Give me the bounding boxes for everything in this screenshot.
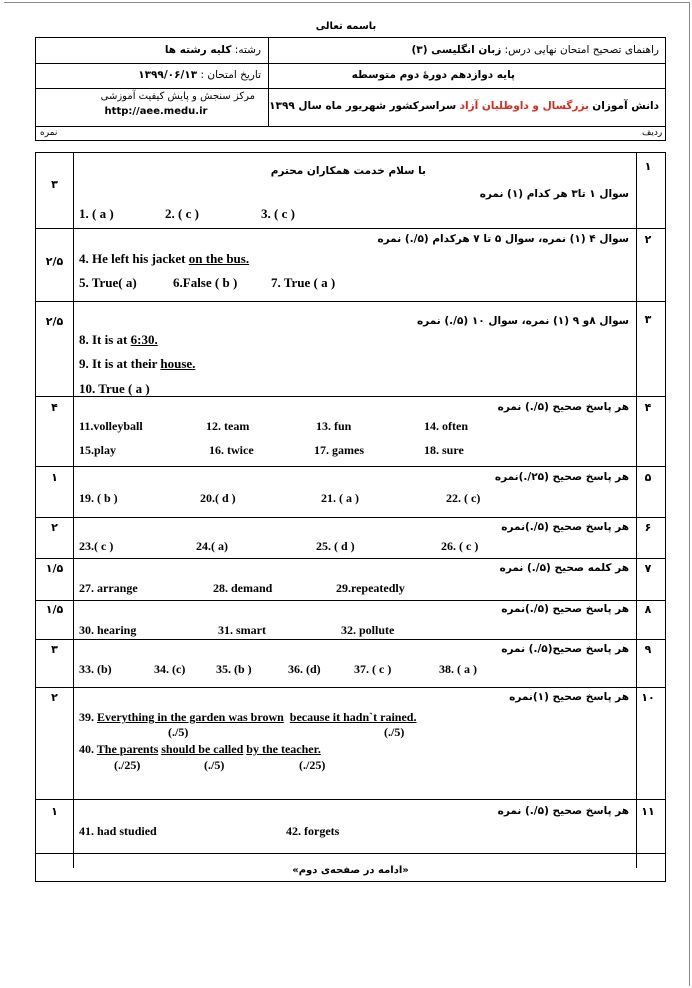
row-column-label: ردیف: [642, 128, 663, 138]
answer-40-score-b: (./5): [204, 758, 225, 772]
answer-7: 7. True ( a ): [271, 275, 336, 290]
row-score: ۳: [51, 643, 58, 656]
question-instruction: هر پاسخ صحیح (۱)نمره: [509, 691, 629, 703]
course-name: زبان انگلیسی (۳): [411, 44, 502, 56]
website-url: http://aee.medu.ir: [104, 106, 208, 117]
page-border-right: [689, 2, 690, 986]
row-number: ۷: [644, 562, 652, 575]
answer-39-score-a: (./5): [168, 725, 189, 739]
answer-2: 2. ( c ): [165, 206, 199, 221]
row-score: ۲/۵: [45, 315, 64, 328]
page-heading: باسمه تعالی: [315, 21, 377, 32]
row-score: ۱: [51, 471, 58, 484]
row-score: ۲: [51, 521, 58, 534]
question-instruction: هر پاسخ صحیح (۵/.)نمره: [501, 521, 629, 533]
row-score: ۱/۵: [45, 562, 64, 575]
answer-key-table: [35, 152, 666, 882]
answer-14: 14. often: [424, 419, 468, 433]
question-instruction: سوال ۸و ۹ (۱) نمره، سوال ۱۰ (۵/.) نمره: [416, 315, 629, 327]
answer-34: 34. (c): [154, 662, 186, 676]
course-line: راهنمای تصحیح امتحان نهایی درس: زبان انگلیسی (۳): [411, 44, 659, 56]
answer-16: 16. twice: [209, 443, 254, 457]
students-highlight: بزرگسال و داوطلبان آزاد: [459, 100, 589, 112]
answer-26: 26. ( c ): [441, 539, 479, 553]
row-score: ۱/۵: [45, 603, 64, 616]
row-number: ۱۱: [641, 805, 655, 818]
page-border-top: [4, 2, 690, 3]
row-score: ۳: [51, 178, 58, 191]
answer-3: 3. ( c ): [261, 206, 295, 221]
answer-10: 10. True ( a ): [79, 381, 150, 396]
answer-42: 42. forgets: [286, 824, 340, 838]
exam-date-value: ۱۳۹۹/۰۶/۱۳: [138, 69, 198, 81]
exam-date: تاریخ امتحان : ۱۳۹۹/۰۶/۱۳: [138, 69, 261, 81]
question-instruction: هر پاسخ صحیح (۵/.) نمره: [497, 805, 629, 817]
answer-41: 41. had studied: [79, 824, 157, 838]
answer-1: 1. ( a ): [79, 206, 114, 221]
question-instruction: هر کلمه صحیح (۵/.) نمره: [499, 562, 629, 574]
score-column-label: نمره: [40, 128, 58, 138]
answer-39-score-b: (./5): [384, 725, 405, 739]
answer-37: 37. ( c ): [354, 662, 392, 676]
question-instruction: هر پاسخ صحیح (۵/.)نمره: [501, 603, 629, 615]
answer-30: 30. hearing: [79, 623, 137, 637]
answer-39: 39. Everything in the garden was brown because it hadn`t rained.: [79, 710, 417, 724]
assessment-center: مرکز سنجش و پایش کیفیت آموزشی: [100, 91, 255, 102]
answer-35: 35. (b ): [216, 662, 252, 676]
question-instruction: هر پاسخ صحیح (۲۵/.)نمره: [494, 471, 629, 483]
answer-28: 28. demand: [213, 581, 273, 595]
field-value: کلیه رشته ها: [164, 44, 232, 56]
row-number: ۴: [644, 401, 652, 414]
answer-9: 9. It is at their house.: [79, 356, 196, 371]
answer-5: 5. True( a): [79, 275, 137, 290]
answer-40-score-a: (./25): [114, 758, 141, 772]
answer-40: 40. The parents should be called by the teacher.: [79, 742, 321, 756]
answer-18: 18. sure: [424, 443, 464, 457]
answer-20: 20.( d ): [200, 491, 236, 505]
row-number: ۳: [644, 313, 652, 326]
answer-4: 4. He left his jacket on the bus.: [79, 251, 250, 266]
answer-22: 22. ( c): [446, 491, 481, 505]
row-number: ۲: [644, 233, 652, 246]
answer-40-score-c: (./25): [299, 758, 326, 772]
answer-6: 6.False ( b ): [173, 275, 238, 290]
answer-15: 15.play: [79, 443, 117, 457]
row-score: ۴: [51, 401, 58, 414]
answer-13: 13. fun: [316, 419, 352, 433]
answer-25: 25. ( d ): [316, 539, 355, 553]
field-line: رشته: کلیه رشته ها: [164, 44, 261, 56]
row-number: ۹: [644, 643, 652, 656]
row-number: ۵: [644, 471, 652, 484]
answer-33: 33. (b): [79, 662, 112, 676]
students-line: دانش آموزان بزرگسال و داوطلبان آزاد سراسرکشور شهریور ماه سال ۱۳۹۹: [269, 100, 659, 112]
row-number: ۸: [644, 603, 652, 616]
answer-31: 31. smart: [218, 623, 266, 637]
answer-36: 36. (d): [288, 662, 321, 676]
row-score: ۲/۵: [45, 255, 64, 268]
row-column-divider: [636, 153, 637, 868]
answer-17: 17. games: [314, 443, 364, 457]
answer-19: 19. ( b ): [79, 491, 118, 505]
row-number: ۱: [644, 160, 652, 173]
answer-11: 11.volleyball: [79, 419, 143, 433]
answer-8: 8. It is at 6:30.: [79, 332, 158, 347]
row-number: ۶: [644, 521, 652, 534]
answer-27: 27. arrange: [79, 581, 138, 595]
exam-header: [35, 37, 666, 141]
answer-38: 38. ( a ): [439, 662, 477, 676]
header-divider: [268, 38, 269, 126]
question-instruction: سوال ۱ تا۳ هر کدام (۱) نمره: [479, 188, 629, 200]
answer-24: 24.( a): [196, 539, 228, 553]
row-number: ۱۰: [641, 691, 655, 704]
answer-23: 23.( c ): [79, 539, 114, 553]
grade-level: پایه دوازدهم دورهٔ دوم متوسطه: [351, 69, 515, 81]
question-instruction: هر پاسخ صحیح(۵/.) نمره: [501, 643, 629, 655]
question-instruction: هر پاسخ صحیح (۵/.) نمره: [497, 401, 629, 413]
question-instruction: سوال ۴ (۱) نمره، سوال ۵ تا ۷ هرکدام (۵/.) نمره: [377, 233, 629, 245]
answer-21: 21. ( a ): [321, 491, 359, 505]
answer-29: 29.repeatedly: [336, 581, 405, 595]
answer-32: 32. pollute: [341, 623, 395, 637]
score-column-divider: [73, 153, 74, 868]
greeting: با سلام خدمت همکاران محترم: [270, 165, 426, 177]
answer-12: 12. team: [206, 419, 250, 433]
row-score: ۱: [51, 805, 58, 818]
continued-notice: «ادامه در صفحه‌ی دوم»: [292, 865, 409, 876]
row-score: ۲: [51, 691, 58, 704]
